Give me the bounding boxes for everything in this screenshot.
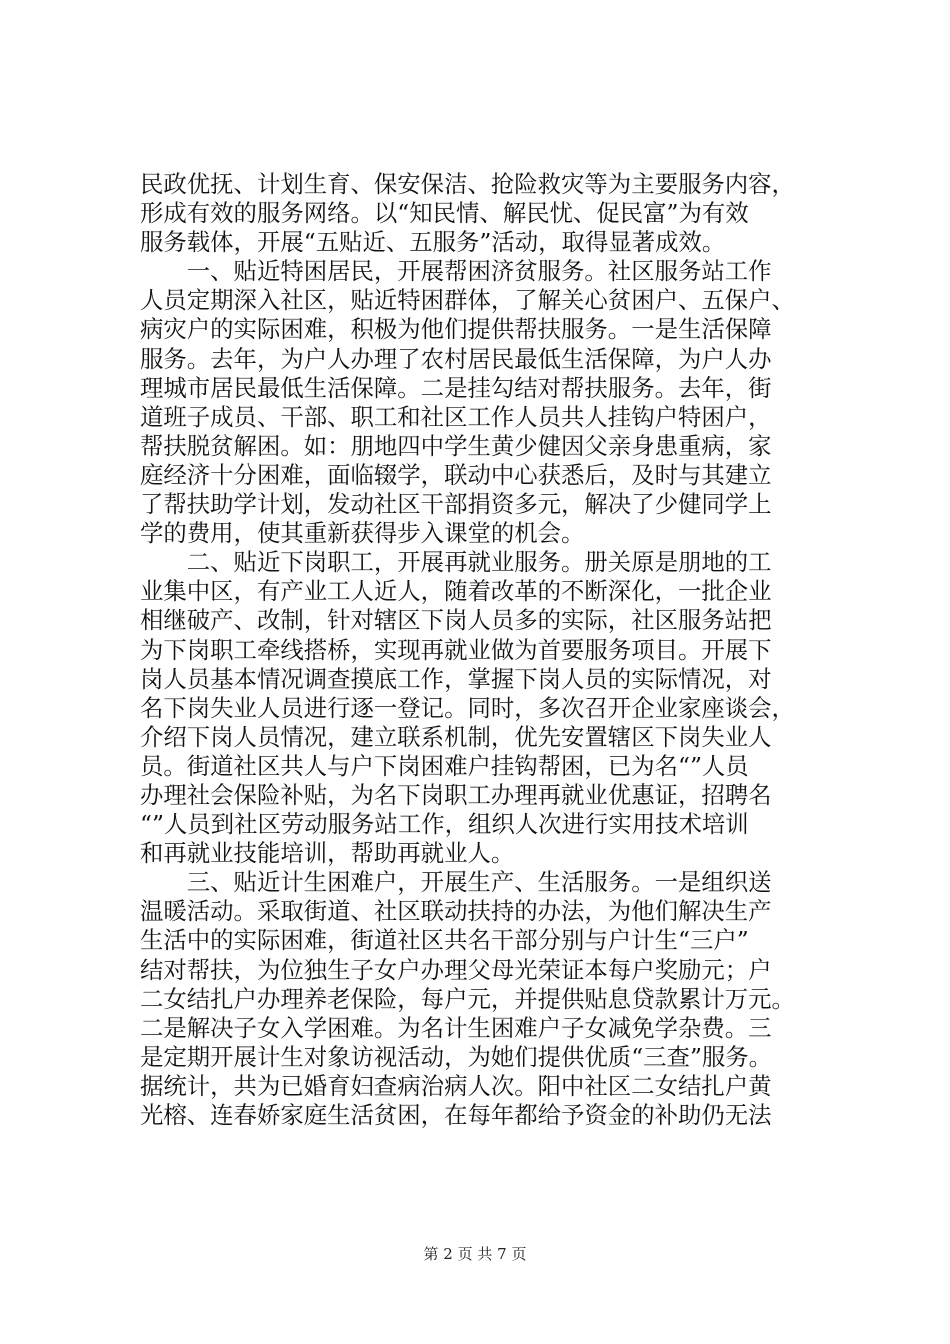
text-line: 服务。去年，为户人办理了农村居民最低生活保障，为户人办 [140,344,772,373]
text-line: 三、贴近计生困难户，开展生产、生活服务。一是组织送 [140,868,772,897]
text-line: 一、贴近特困居民，开展帮困济贫服务。社区服务站工作 [140,257,772,286]
text-line: 庭经济十分困难，面临辍学，联动中心获悉后，及时与其建立 [140,460,772,489]
text-line: 形成有效的服务网络。以“知民情、解民忧、促民富”为有效 [140,199,749,228]
text-line: 温暖活动。采取街道、社区联动扶持的办法，为他们解决生产 [140,897,772,926]
paragraph-section-3 [140,868,822,1130]
text-line: 和再就业技能培训，帮助再就业人。 [140,839,515,868]
text-line: 介绍下岗人员情况，建立联系机制，优先安置辖区下岗失业人 [140,722,772,751]
paragraph-section-1 [140,257,822,548]
text-line: 了帮扶助学计划，发动社区干部捐资多元，解决了少健同学上 [140,490,772,519]
text-line: 岗人员基本情况调查摸底工作，掌握下岗人员的实际情况，对 [140,664,772,693]
text-line: 病灾户的实际困难，积极为他们提供帮扶服务。一是生活保障 [140,315,772,344]
text-line: 业集中区，有产业工人近人，随着改革的不断深化，一批企业 [140,577,772,606]
text-line: 理城市居民最低生活保障。二是挂勾结对帮扶服务。去年，街 [140,373,772,402]
text-line: 二是解决子女入学困难。为名计生困难户子女减免学杂费。三 [140,1013,772,1042]
text-line: “”人员到社区劳动服务站工作，组织人次进行实用技术培训 [140,810,749,839]
text-line: 光榕、连春娇家庭生活贫困，在每年都给予资金的补助仍无法 [140,1101,772,1129]
page-footer [0,1243,950,1264]
text-line: 名下岗失业人员进行逐一登记。同时，多次召开企业家座谈会， [140,693,795,722]
text-line: 学的费用，使其重新获得步入课堂的机会。 [140,519,585,548]
text-line: 二、贴近下岗职工，开展再就业服务。册关原是朋地的工 [140,548,772,577]
document-body [140,170,822,1130]
text-line: 为下岗职工牵线搭桥，实现再就业做为首要服务项目。开展下 [140,635,772,664]
text-line: 人员定期深入社区，贴近特困群体，了解关心贫困户、五保户、 [140,286,795,315]
page-number-label: 第 2 页 共 7 页 [423,1245,527,1263]
text-line: 相继破产、改制，针对辖区下岗人员多的实际，社区服务站把 [140,606,772,635]
paragraph-intro [140,170,822,257]
text-line: 二女结扎户办理养老保险，每户元，并提供贴息贷款累计万元。 [140,984,795,1013]
text-line: 办理社会保险补贴，为名下岗职工办理再就业优惠证，招聘名 [140,780,772,809]
text-line: 民政优抚、计划生育、保安保洁、抢险救灾等为主要服务内容， [140,170,795,198]
paragraph-section-2 [140,548,822,868]
text-line: 帮扶脱贫解困。如：朋地四中学生黄少健因父亲身患重病，家 [140,431,772,460]
text-line: 服务载体，开展“五贴近、五服务”活动，取得显著成效。 [140,228,726,257]
text-line: 生活中的实际困难，街道社区共名干部分别与户计生“三户” [140,926,749,955]
text-line: 是定期开展计生对象访视活动，为她们提供优质“三查”服务。 [140,1042,773,1071]
text-line: 道班子成员、干部、职工和社区工作人员共人挂钩户特困户， [140,402,772,431]
text-line: 结对帮扶，为位独生子女户办理父母光荣证本每户奖励元；户 [140,955,772,984]
text-line: 据统计，共为已婚育妇查病治病人次。阳中社区二女结扎户黄 [140,1071,772,1100]
text-line: 员。街道社区共人与户下岗困难户挂钩帮困，已为名“”人员 [140,751,749,780]
